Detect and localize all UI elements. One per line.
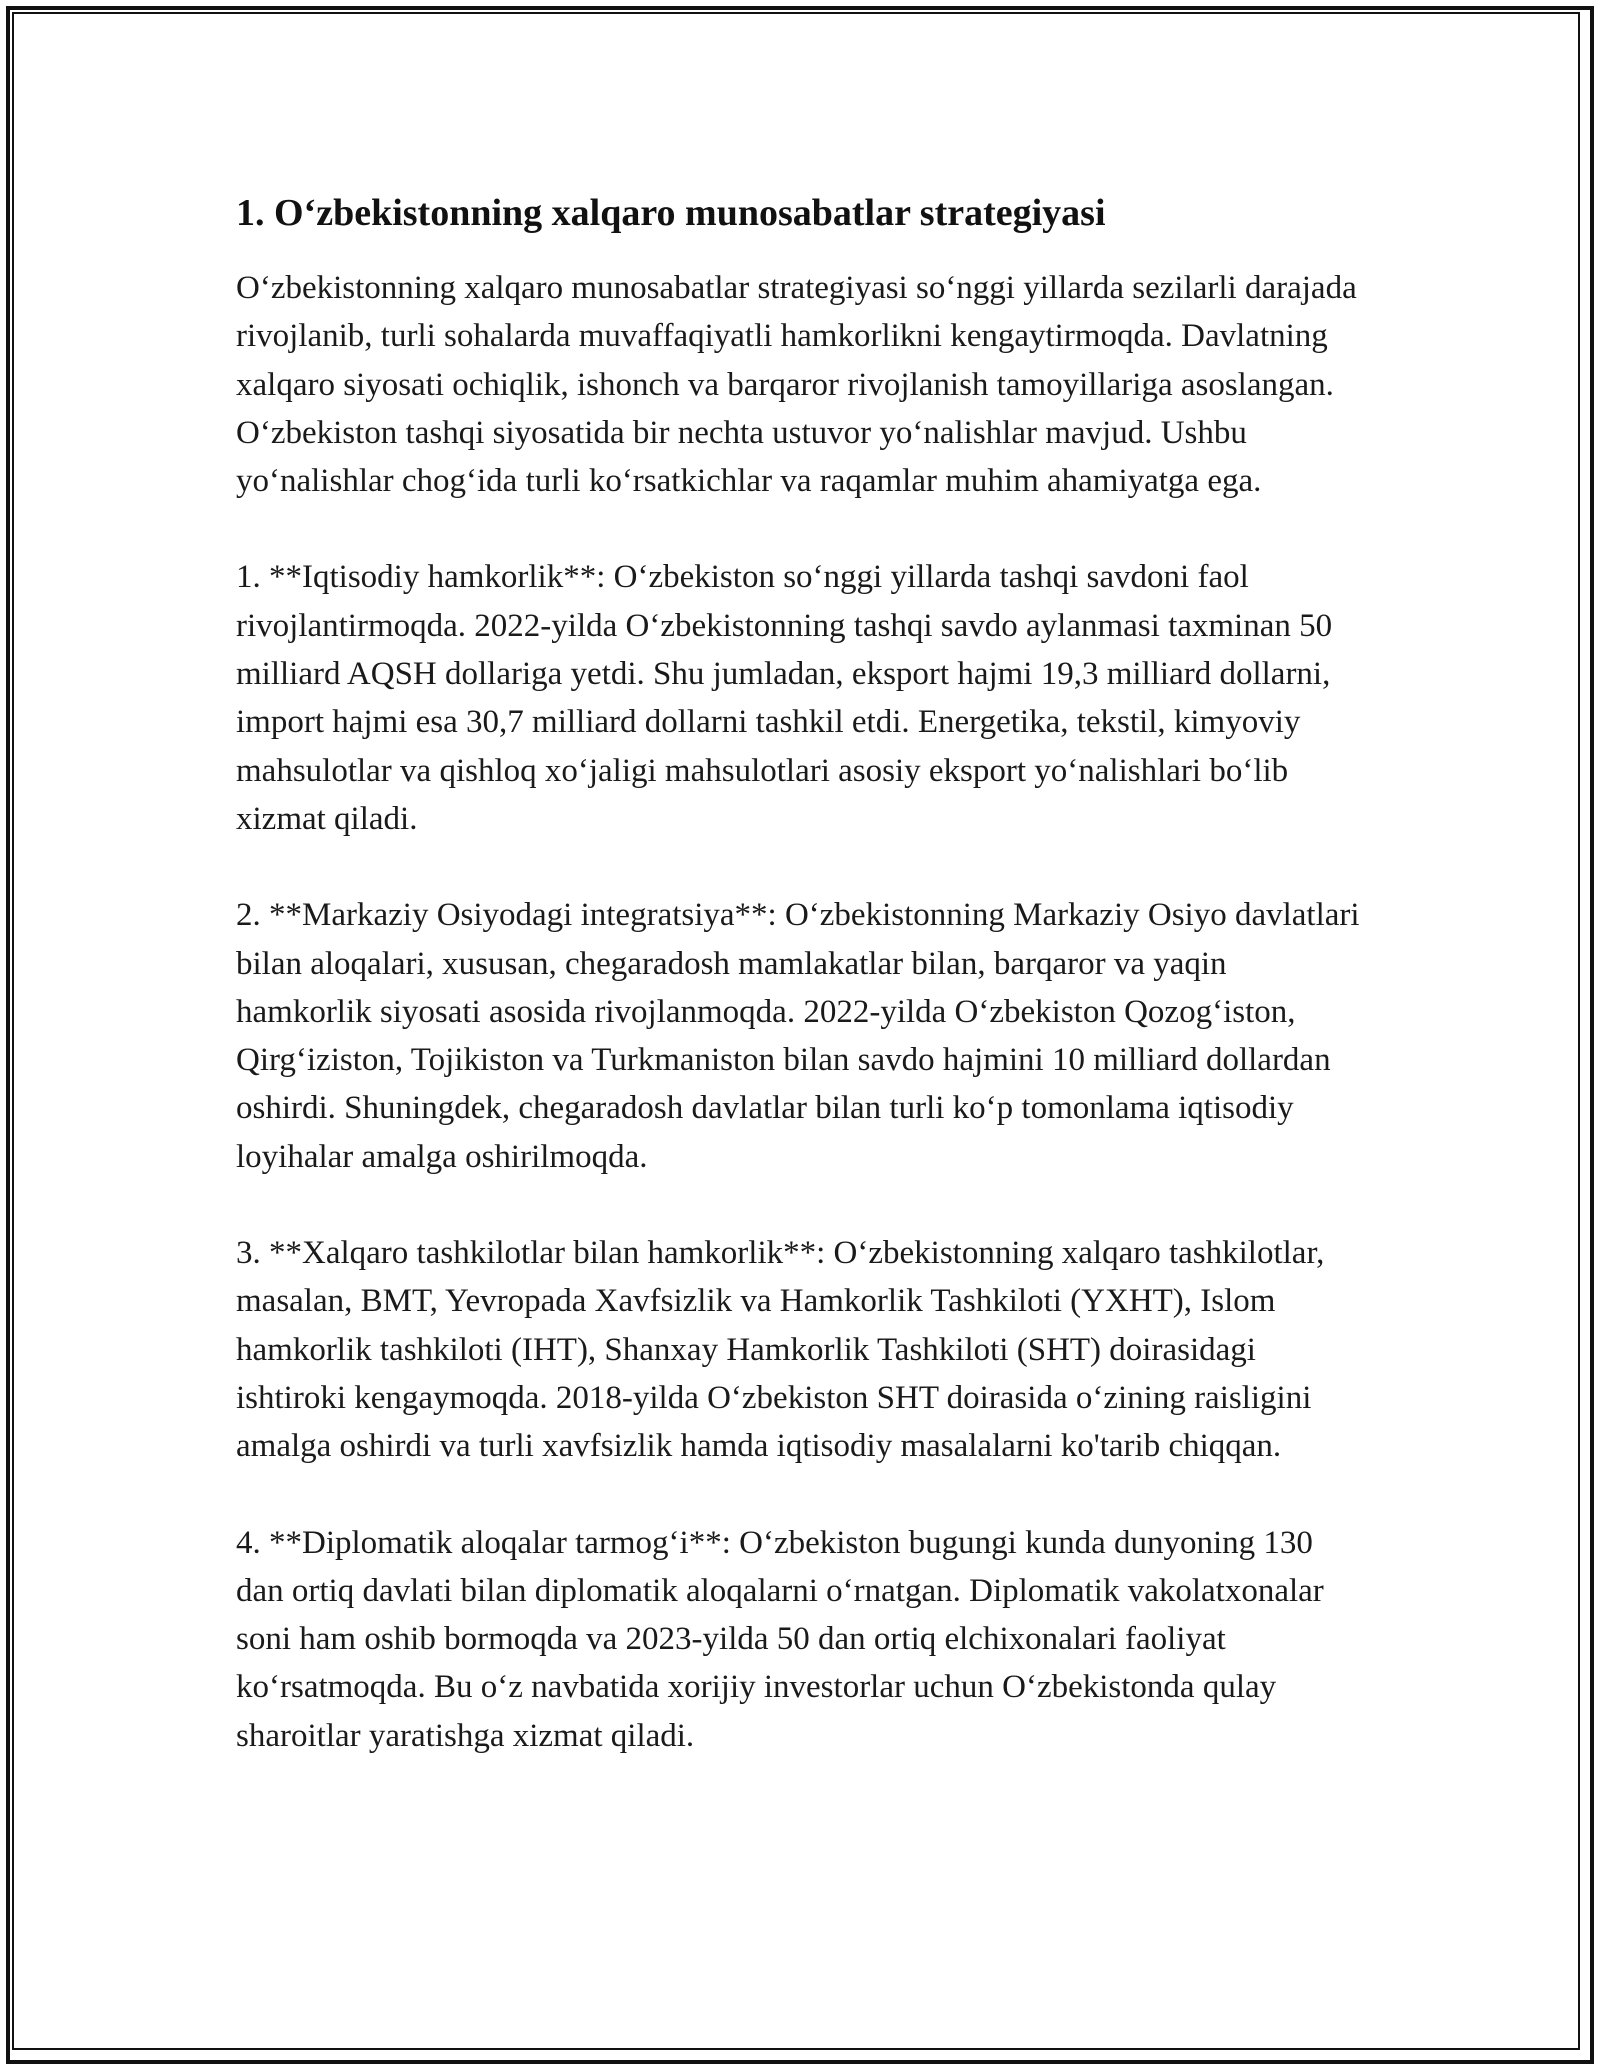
paragraph-central-asia-integration: 2. **Markaziy Osiyodagi integratsiya**: O‘zbekistonning Markaziy Osiyo davlatlari bilan aloqalari, xususan, chegaradosh mamlakatlar bilan, barqaror va yaqin hamkorlik siyosati asosida rivojlanmoqda. 2022-yilda O‘zbekiston Qozog‘iston, Qirg‘iziston, Tojikiston va Turkmaniston bilan savdo hajmini 10 milliard dollardan oshirdi. Shuningdek, chegaradosh davlatlar bilan turli ko‘p tomonlama iqtisodiy loyihalar amalga oshirilmoqda. xyxy=(236,897,1360,1175)
paragraph-diplomatic-relations: 4. **Diplomatik aloqalar tarmog‘i**: O‘zbekiston bugungi kunda dunyoning 130 dan ortiq davlati bilan diplomatik aloqalarni o‘rnatgan. Diplomatik vakolatxonalar soni ham oshib bormoqda va 2023-yilda 50 dan ortiq elchixonalari faoliyat ko‘rsatmoqda. Bu o‘z navbatida xorijiy investorlar uchun O‘zbekistonda qulay sharoitlar yaratishga xizmat qiladi. xyxy=(236,1524,1324,1754)
section-heading: 1. O‘zbekistonning xalqaro munosabatlar strategiyasi xyxy=(236,192,1106,234)
paragraph-international-organizations: 3. **Xalqaro tashkilotlar bilan hamkorlik**: O‘zbekistonning xalqaro tashkilotlar, masalan, BMT, Yevropada Xavfsizlik va Hamkorlik Tashkiloti (YXHT), Islom hamkorlik tashkiloti (IHT), Shanxay Hamkorlik Tashkiloti (SHT) doirasidagi ishtiroki kengaymoqda. 2018-yilda O‘zbekiston SHT doirasida o‘zining raisligini amalga oshirdi va turli xavfsizlik hamda iqtisodiy masalalarni ko'tarib chiqqan. xyxy=(236,1235,1325,1465)
paragraph-economic-cooperation: 1. **Iqtisodiy hamkorlik**: O‘zbekiston so‘nggi yillarda tashqi savdoni faol rivojlantirmoqda. 2022-yilda O‘zbekistonning tashqi savdo aylanmasi taxminan 50 milliard AQSH dollariga yetdi. Shu jumladan, eksport hajmi 19,3 milliard dollarni, import hajmi esa 30,7 milliard dollarni tashkil etdi. Energetika, tekstil, kimyoviy mahsulotlar va qishloq xo‘jaligi mahsulotlari asosiy eksport yo‘nalishlari bo‘lib xizmat qiladi. xyxy=(236,559,1333,837)
document-body xyxy=(236,186,1366,1808)
intro-paragraph: O‘zbekistonning xalqaro munosabatlar strategiyasi so‘nggi yillarda sezilarli darajada rivojlanib, turli sohalarda muvaffaqiyatli hamkorlikni kengaytirmoqda. Davlatning xalqaro siyosati ochiqlik, ishonch va barqaror rivojlanish tamoyillariga asoslangan. O‘zbekiston tashqi siyosatida bir nechta ustuvor yo‘nalishlar mavjud. Ushbu yo‘nalishlar chog‘ida turli ko‘rsatkichlar va raqamlar muhim ahamiyatga ega. xyxy=(236,270,1357,500)
